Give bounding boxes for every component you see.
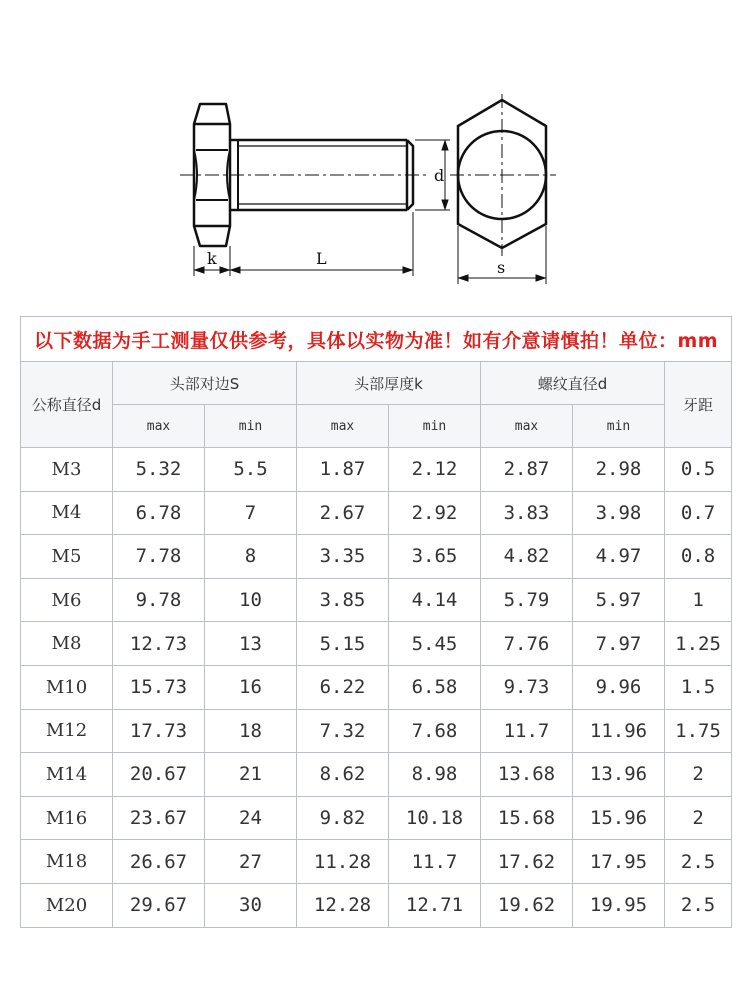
head-thickness-min-cell: 8.98 — [389, 753, 481, 797]
pitch-cell: 0.8 — [665, 535, 732, 579]
head-thickness-max-cell: 7.32 — [297, 709, 389, 753]
head-thickness-max-cell: 2.67 — [297, 491, 389, 535]
head-thickness-max-cell: 11.28 — [297, 840, 389, 884]
thread-diameter-max-cell: 2.87 — [481, 448, 573, 492]
size-cell: M10 — [21, 665, 113, 709]
head-width-max-cell: 7.78 — [113, 535, 205, 579]
thread-diameter-max-cell: 7.76 — [481, 622, 573, 666]
size-cell: M18 — [21, 840, 113, 884]
table-row — [21, 796, 732, 840]
head-width-min-cell: 27 — [205, 840, 297, 884]
pitch-cell: 1.5 — [665, 665, 732, 709]
head-thickness-max-cell: 3.85 — [297, 578, 389, 622]
thread-diameter-min-cell: 9.96 — [573, 665, 665, 709]
size-cell: M4 — [21, 491, 113, 535]
size-cell: M14 — [21, 753, 113, 797]
head-thickness-min-cell: 2.92 — [389, 491, 481, 535]
pitch-cell: 0.5 — [665, 448, 732, 492]
header-head-thickness: 头部厚度k — [297, 362, 481, 405]
head-thickness-max-cell: 3.35 — [297, 535, 389, 579]
thread-diameter-min-cell: 2.98 — [573, 448, 665, 492]
pitch-cell: 2.5 — [665, 840, 732, 884]
head-width-min-cell: 8 — [205, 535, 297, 579]
dim-label-k: k — [207, 249, 217, 268]
size-cell: M20 — [21, 883, 113, 927]
dim-label-L: L — [316, 249, 327, 268]
head-width-min-cell: 10 — [205, 578, 297, 622]
head-thickness-min-cell: 5.45 — [389, 622, 481, 666]
subheader-head-width-max: max — [113, 405, 205, 448]
pitch-cell: 2 — [665, 796, 732, 840]
pitch-cell: 1.25 — [665, 622, 732, 666]
table-row — [21, 578, 732, 622]
head-width-min-cell: 30 — [205, 883, 297, 927]
notice-banner — [21, 317, 732, 362]
pitch-cell: 2 — [665, 753, 732, 797]
dim-label-s: s — [497, 258, 506, 277]
header-head-width: 头部对边S — [113, 362, 297, 405]
subheader-thread-diameter-max: max — [481, 405, 573, 448]
head-width-min-cell: 24 — [205, 796, 297, 840]
thread-diameter-max-cell: 5.79 — [481, 578, 573, 622]
dim-label-d: d — [434, 166, 445, 185]
table-row — [21, 665, 732, 709]
size-cell: M12 — [21, 709, 113, 753]
head-width-max-cell: 6.78 — [113, 491, 205, 535]
head-thickness-min-cell: 12.71 — [389, 883, 481, 927]
header-thread-diameter: 螺纹直径d — [481, 362, 665, 405]
head-thickness-min-cell: 6.58 — [389, 665, 481, 709]
bolt-spec-table — [20, 316, 732, 928]
thread-diameter-min-cell: 17.95 — [573, 840, 665, 884]
head-width-max-cell: 23.67 — [113, 796, 205, 840]
thread-diameter-min-cell: 19.95 — [573, 883, 665, 927]
subheader-head-thickness-min: min — [389, 405, 481, 448]
head-thickness-min-cell: 3.65 — [389, 535, 481, 579]
subheader-thread-diameter-min: min — [573, 405, 665, 448]
head-thickness-max-cell: 1.87 — [297, 448, 389, 492]
size-cell: M3 — [21, 448, 113, 492]
thread-diameter-max-cell: 9.73 — [481, 665, 573, 709]
size-cell: M6 — [21, 578, 113, 622]
table-row — [21, 491, 732, 535]
pitch-cell: 1.75 — [665, 709, 732, 753]
head-width-max-cell: 15.73 — [113, 665, 205, 709]
size-cell: M16 — [21, 796, 113, 840]
head-width-min-cell: 18 — [205, 709, 297, 753]
head-width-min-cell: 5.5 — [205, 448, 297, 492]
table-row — [21, 535, 732, 579]
head-thickness-max-cell: 9.82 — [297, 796, 389, 840]
subheader-head-thickness-max: max — [297, 405, 389, 448]
head-thickness-max-cell: 12.28 — [297, 883, 389, 927]
thread-diameter-min-cell: 15.96 — [573, 796, 665, 840]
head-thickness-min-cell: 11.7 — [389, 840, 481, 884]
head-thickness-max-cell: 5.15 — [297, 622, 389, 666]
notice-text: 以下数据为手工测量仅供参考，具体以实物为准！如有介意请慎拍！单位：mm — [34, 329, 719, 352]
head-width-max-cell: 17.73 — [113, 709, 205, 753]
subheader-head-width-min: min — [205, 405, 297, 448]
table-row — [21, 840, 732, 884]
thread-diameter-max-cell: 4.82 — [481, 535, 573, 579]
head-width-max-cell: 26.67 — [113, 840, 205, 884]
thread-diameter-max-cell: 3.83 — [481, 491, 573, 535]
head-width-max-cell: 12.73 — [113, 622, 205, 666]
table-row — [21, 709, 732, 753]
table-row — [21, 448, 732, 492]
header-pitch: 牙距 — [665, 362, 732, 448]
thread-diameter-min-cell: 3.98 — [573, 491, 665, 535]
head-width-max-cell: 5.32 — [113, 448, 205, 492]
pitch-cell: 1 — [665, 578, 732, 622]
thread-diameter-min-cell: 4.97 — [573, 535, 665, 579]
size-cell: M8 — [21, 622, 113, 666]
thread-diameter-min-cell: 7.97 — [573, 622, 665, 666]
head-width-max-cell: 9.78 — [113, 578, 205, 622]
thread-diameter-min-cell: 11.96 — [573, 709, 665, 753]
head-thickness-min-cell: 7.68 — [389, 709, 481, 753]
thread-diameter-max-cell: 19.62 — [481, 883, 573, 927]
head-thickness-min-cell: 4.14 — [389, 578, 481, 622]
thread-diameter-max-cell: 17.62 — [481, 840, 573, 884]
pitch-cell: 0.7 — [665, 491, 732, 535]
bolt-technical-drawing — [0, 0, 750, 300]
thread-diameter-max-cell: 13.68 — [481, 753, 573, 797]
head-width-min-cell: 16 — [205, 665, 297, 709]
head-thickness-min-cell: 10.18 — [389, 796, 481, 840]
head-width-max-cell: 29.67 — [113, 883, 205, 927]
table-row — [21, 622, 732, 666]
thread-diameter-max-cell: 15.68 — [481, 796, 573, 840]
thread-diameter-min-cell: 13.96 — [573, 753, 665, 797]
thread-diameter-max-cell: 11.7 — [481, 709, 573, 753]
head-thickness-max-cell: 8.62 — [297, 753, 389, 797]
header-nominal-diameter: 公称直径d — [21, 362, 113, 448]
thread-diameter-min-cell: 5.97 — [573, 578, 665, 622]
head-thickness-max-cell: 6.22 — [297, 665, 389, 709]
head-width-min-cell: 7 — [205, 491, 297, 535]
head-width-max-cell: 20.67 — [113, 753, 205, 797]
pitch-cell: 2.5 — [665, 883, 732, 927]
head-thickness-min-cell: 2.12 — [389, 448, 481, 492]
head-width-min-cell: 21 — [205, 753, 297, 797]
table-row — [21, 753, 732, 797]
size-cell: M5 — [21, 535, 113, 579]
table-row — [21, 883, 732, 927]
head-width-min-cell: 13 — [205, 622, 297, 666]
